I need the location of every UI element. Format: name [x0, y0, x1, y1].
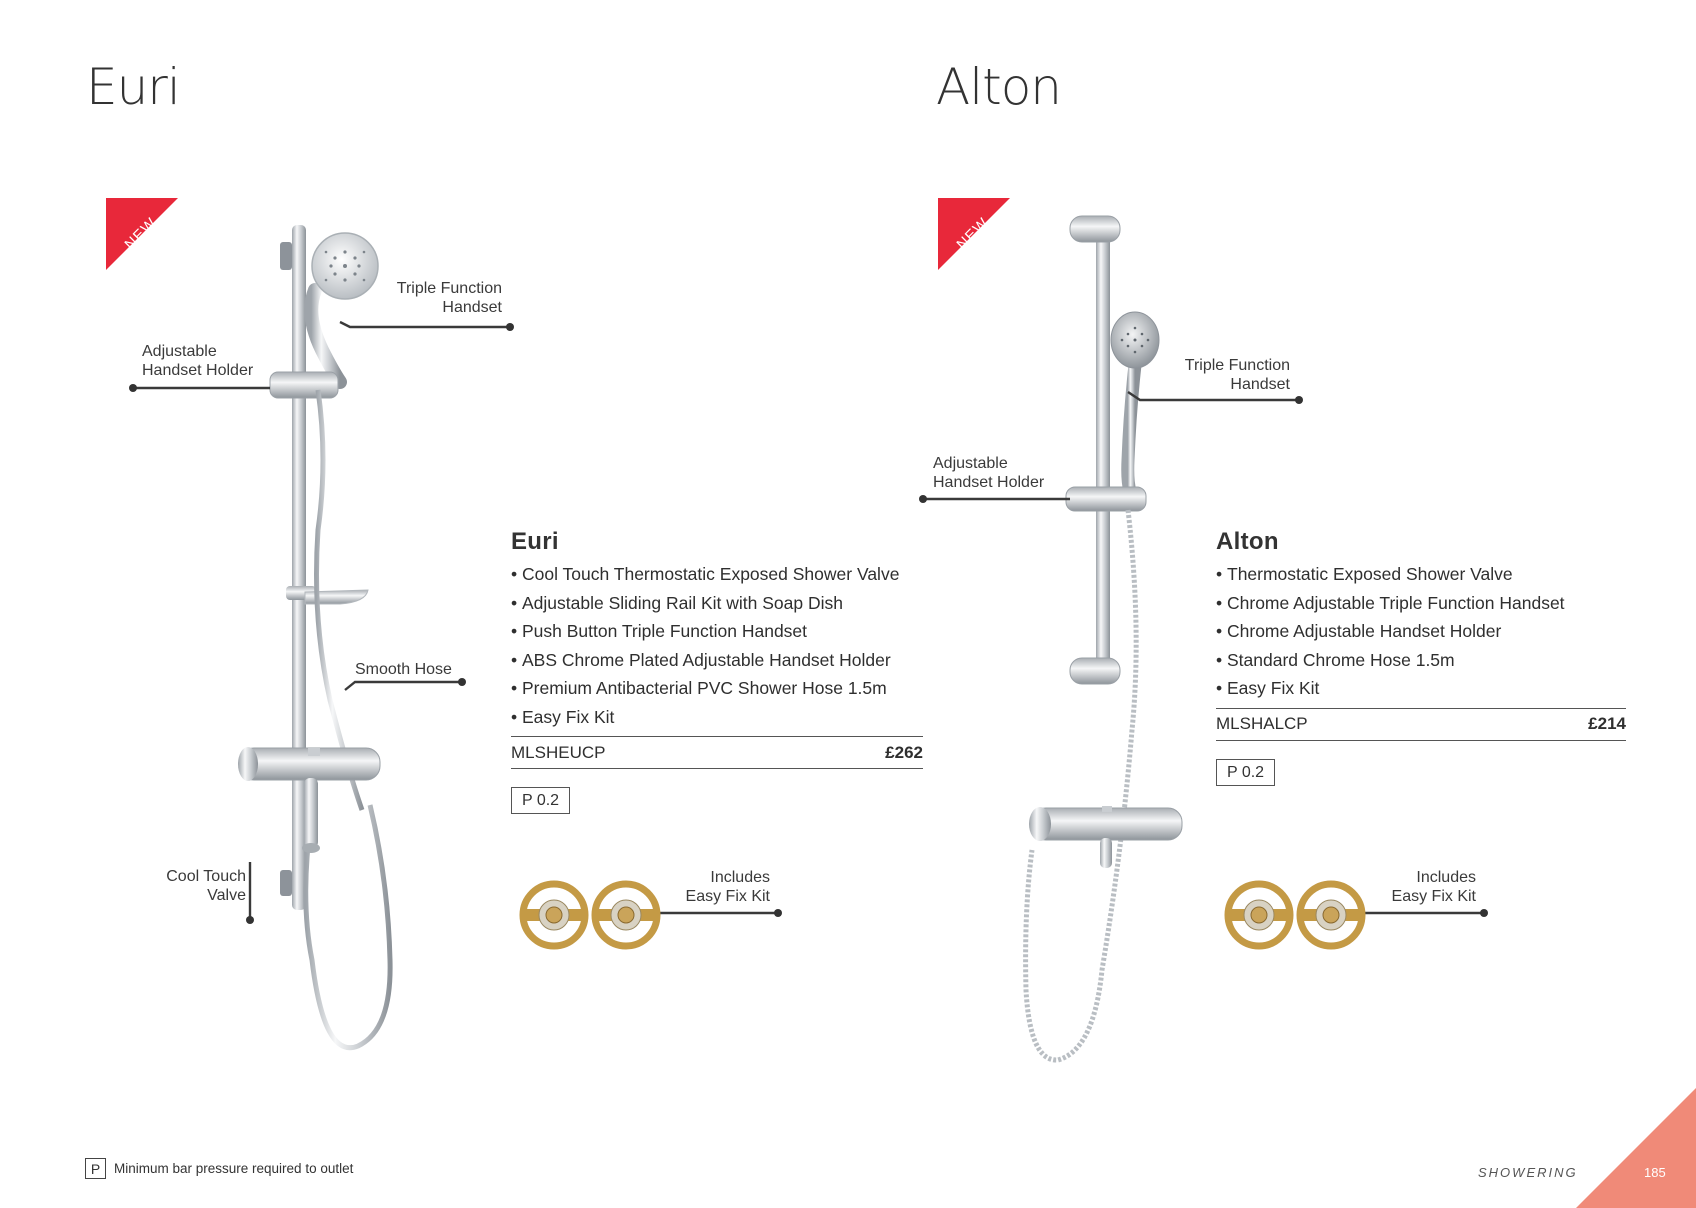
euri-info-title: Euri	[511, 528, 559, 555]
corner-accent	[1576, 1088, 1696, 1208]
alton-callout-handset: Triple Function Handset	[1184, 357, 1290, 393]
alton-callout-kit: Includes Easy Fix Kit	[1391, 869, 1476, 905]
alton-pressure-badge: P 0.2	[1216, 759, 1275, 786]
alton-callout-holder: Adjustable Handset Holder	[933, 455, 1045, 491]
alton-info-title: Alton	[1216, 528, 1279, 555]
list-item: • Adjustable Sliding Rail Kit with Soap Dish	[511, 589, 923, 618]
section-label: SHOWERING	[1478, 1165, 1578, 1180]
svg-text:NEW: NEW	[953, 214, 993, 254]
list-item: • Easy Fix Kit	[1216, 674, 1626, 703]
euri-price: £262	[885, 742, 923, 762]
alton-heading: Alton	[936, 58, 1061, 116]
euri-heading: Euri	[86, 58, 180, 116]
alton-price: £214	[1588, 714, 1626, 733]
list-item: • Standard Chrome Hose 1.5m	[1216, 646, 1626, 675]
euri-callout-hose: Smooth Hose	[355, 661, 452, 678]
euri-callout-kit: Includes Easy Fix Kit	[685, 869, 770, 905]
list-item: • Chrome Adjustable Handset Holder	[1216, 617, 1626, 646]
page-number: 185	[1644, 1165, 1666, 1180]
list-item: • Thermostatic Exposed Shower Valve	[1216, 560, 1626, 589]
euri-callout-valve: Cool Touch Valve	[166, 868, 246, 904]
list-item: • ABS Chrome Plated Adjustable Handset Holder	[511, 646, 923, 675]
list-item: • Easy Fix Kit	[511, 703, 923, 732]
alton-code-row	[1216, 708, 1626, 741]
list-item: • Chrome Adjustable Triple Function Handset	[1216, 589, 1626, 618]
pressure-icon: P	[85, 1158, 106, 1179]
alton-feature-list	[1216, 560, 1626, 703]
alton-product-code: MLSHALCP	[1216, 714, 1308, 733]
pressure-legend	[85, 1158, 353, 1179]
svg-text:NEW: NEW	[121, 214, 161, 254]
euri-pressure-badge: P 0.2	[511, 787, 570, 814]
list-item: • Premium Antibacterial PVC Shower Hose 1.5m	[511, 674, 923, 703]
euri-callout-holder: Adjustable Handset Holder	[142, 343, 254, 379]
pressure-legend-text: Minimum bar pressure required to outlet	[114, 1161, 354, 1176]
euri-callout-handset: Triple Function Handset	[396, 280, 502, 316]
list-item: • Cool Touch Thermostatic Exposed Shower Valve	[511, 560, 923, 589]
euri-product-code: MLSHEUCP	[511, 742, 606, 762]
alton-info-panel	[1216, 528, 1626, 786]
list-item: • Push Button Triple Function Handset	[511, 617, 923, 646]
